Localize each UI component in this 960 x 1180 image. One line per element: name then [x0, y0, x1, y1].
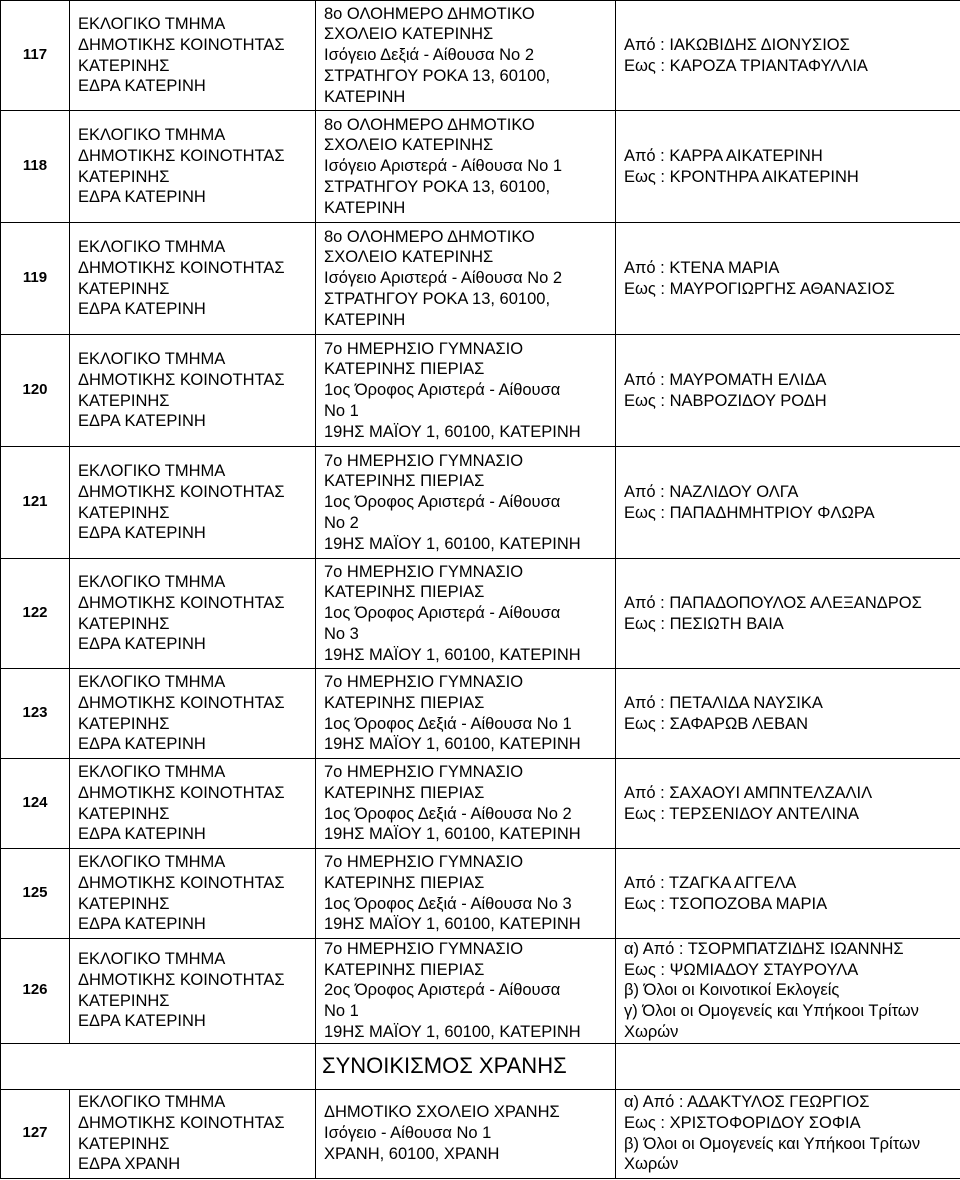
location-cell: [316, 759, 616, 849]
division-cell-line: ΚΑΤΕΡΙΝΗΣ: [78, 391, 170, 410]
division-cell-line: ΔΗΜΟΤΙΚΗΣ ΚΟΙΝΟΤΗΤΑΣ: [78, 783, 285, 802]
location-cell-line: ΚΑΤΕΡΙΝΗΣ ΠΙΕΡΙΑΣ: [324, 693, 485, 712]
division-cell: [70, 939, 316, 1044]
division-cell-line: ΔΗΜΟΤΙΚΗΣ ΚΟΙΝΟΤΗΤΑΣ: [78, 258, 285, 277]
division-cell: [70, 849, 316, 939]
location-cell-line: 8ο ΟΛΟΗΜΕΡΟ ΔΗΜΟΤΙΚΟ: [324, 115, 535, 134]
division-cell-line: ΚΑΤΕΡΙΝΗΣ: [78, 991, 170, 1010]
location-cell: [316, 447, 616, 559]
location-cell: [316, 1089, 616, 1178]
location-cell-line: ΚΑΤΕΡΙΝΗ: [324, 87, 406, 106]
division-cell: [70, 759, 316, 849]
voters-cell-line: Από : ΤΖΑΓΚΑ ΑΓΓΕΛΑ: [624, 873, 797, 892]
voters-cell-line: Εως : ΜΑΥΡΟΓΙΩΡΓΗΣ ΑΘΑΝΑΣΙΟΣ: [624, 279, 895, 298]
location-cell-line: ΚΑΤΕΡΙΝΗΣ ΠΙΕΡΙΑΣ: [324, 472, 485, 491]
location-cell: [316, 669, 616, 759]
division-cell-line: ΕΔΡΑ ΚΑΤΕΡΙΝΗ: [78, 188, 206, 207]
division-cell-line: ΚΑΤΕΡΙΝΗΣ: [78, 614, 170, 633]
voters-cell-line: Εως : ΨΩΜΙΑΔΟΥ ΣΤΑΥΡΟΥΛΑ: [624, 960, 859, 979]
location-cell-line: Νο 3: [324, 624, 359, 643]
location-cell-line: ΔΗΜΟΤΙΚΟ ΣΧΟΛΕΙΟ ΧΡΑΝΗΣ: [324, 1103, 560, 1122]
section-blank: [616, 1043, 960, 1089]
location-cell-line: 7ο ΗΜΕΡΗΣΙΟ ΓΥΜΝΑΣΙΟ: [324, 451, 524, 470]
location-cell-line: ΚΑΤΕΡΙΝΗ: [324, 310, 406, 329]
voters-cell: [616, 669, 960, 759]
station-number: 122: [1, 559, 70, 669]
location-cell-line: ΚΑΤΕΡΙΝΗ: [324, 198, 406, 217]
division-cell-line: ΕΚΛΟΓΙΚΟ ΤΜΗΜΑ: [78, 950, 226, 969]
station-number: 119: [1, 223, 70, 335]
table-row: [1, 759, 960, 849]
division-cell-line: ΕΚΛΟΓΙΚΟ ΤΜΗΜΑ: [78, 763, 226, 782]
division-cell-line: ΕΚΛΟΓΙΚΟ ΤΜΗΜΑ: [78, 853, 226, 872]
voters-cell: [616, 1089, 960, 1178]
division-cell-line: ΕΔΡΑ ΚΑΤΕΡΙΝΗ: [78, 300, 206, 319]
division-cell: [70, 559, 316, 669]
division-cell-line: ΕΔΡΑ ΚΑΤΕΡΙΝΗ: [78, 735, 206, 754]
voters-cell-line: α) Από : ΤΣΟΡΜΠΑΤΖΙΔΗΣ ΙΩΑΝΝΗΣ: [624, 940, 904, 958]
division-cell: [70, 447, 316, 559]
location-cell-line: 19ΗΣ ΜΑΪΟΥ 1, 60100, ΚΑΤΕΡΙΝΗ: [324, 1022, 581, 1041]
voters-cell: [616, 447, 960, 559]
voters-cell-line: Εως : ΚΡΟΝΤΗΡΑ ΑΙΚΑΤΕΡΙΝΗ: [624, 167, 859, 186]
location-cell-line: 19ΗΣ ΜΑΪΟΥ 1, 60100, ΚΑΤΕΡΙΝΗ: [324, 422, 581, 441]
division-cell-line: ΕΚΛΟΓΙΚΟ ΤΜΗΜΑ: [78, 238, 226, 257]
division-cell-line: ΚΑΤΕΡΙΝΗΣ: [78, 503, 170, 522]
voters-cell: [616, 335, 960, 447]
voters-cell-line: Από : ΠΕΤΑΛΙΔΑ ΝΑΥΣΙΚΑ: [624, 693, 823, 712]
location-cell-line: 19ΗΣ ΜΑΪΟΥ 1, 60100, ΚΑΤΕΡΙΝΗ: [324, 645, 581, 664]
voters-cell-line: Εως : ΚΑΡΟΖΑ ΤΡΙΑΝΤΑΦΥΛΛΙΑ: [624, 56, 868, 75]
station-number: 120: [1, 335, 70, 447]
location-cell: [316, 335, 616, 447]
location-cell-line: ΚΑΤΕΡΙΝΗΣ ΠΙΕΡΙΑΣ: [324, 783, 485, 802]
division-cell-line: ΕΚΛΟΓΙΚΟ ΤΜΗΜΑ: [78, 673, 226, 692]
division-cell-line: ΕΚΛΟΓΙΚΟ ΤΜΗΜΑ: [78, 462, 226, 481]
station-number: 117: [1, 1, 70, 111]
division-cell-line: ΚΑΤΕΡΙΝΗΣ: [78, 714, 170, 733]
location-cell-line: ΚΑΤΕΡΙΝΗΣ ΠΙΕΡΙΑΣ: [324, 583, 485, 602]
voters-cell-line: γ) Όλοι οι Ομογενείς και Υπήκοοι Τρίτων Χωρών: [624, 1002, 919, 1041]
voters-cell-line: Από : ΠΑΠΑΔΟΠΟΥΛΟΣ ΑΛΕΞΑΝΔΡΟΣ: [624, 593, 922, 612]
voters-cell-line: Από : ΝΑΖΛΙΔΟΥ ΟΛΓΑ: [624, 482, 799, 501]
location-cell-line: 8ο ΟΛΟΗΜΕΡΟ ΔΗΜΟΤΙΚΟ: [324, 4, 535, 23]
location-cell-line: 1ος Όροφος Δεξιά - Αίθουσα Νο 3: [324, 894, 572, 913]
location-cell-line: ΣΧΟΛΕΙΟ ΚΑΤΕΡΙΝΗΣ: [324, 25, 494, 44]
station-number: 123: [1, 669, 70, 759]
voters-cell-line: β) Όλοι οι Ομογενείς και Υπήκοοι Τρίτων Χωρών: [624, 1134, 921, 1174]
voters-cell: [616, 939, 960, 1044]
voters-cell-line: Από : ΙΑΚΩΒΙΔΗΣ ΔΙΟΝΥΣΙΟΣ: [624, 35, 850, 54]
location-cell-line: 7ο ΗΜΕΡΗΣΙΟ ΓΥΜΝΑΣΙΟ: [324, 562, 524, 581]
voters-cell-line: Εως : ΣΑΦΑΡΩΒ ΛΕΒΑΝ: [624, 714, 808, 733]
table-row: [1, 335, 960, 447]
division-cell-line: ΚΑΤΕΡΙΝΗΣ: [78, 279, 170, 298]
division-cell-line: ΔΗΜΟΤΙΚΗΣ ΚΟΙΝΟΤΗΤΑΣ: [78, 971, 285, 990]
location-cell-line: ΣΧΟΛΕΙΟ ΚΑΤΕΡΙΝΗΣ: [324, 248, 494, 267]
location-cell-line: ΣΤΡΑΤΗΓΟΥ ΡΟΚΑ 13, 60100,: [324, 177, 551, 196]
voters-cell: [616, 223, 960, 335]
station-number: 127: [1, 1089, 70, 1178]
location-cell-line: 7ο ΗΜΕΡΗΣΙΟ ΓΥΜΝΑΣΙΟ: [324, 673, 524, 692]
division-cell-line: ΕΔΡΑ ΚΑΤΕΡΙΝΗ: [78, 635, 206, 654]
location-cell: [316, 223, 616, 335]
location-cell: [316, 1, 616, 111]
division-cell-line: ΕΔΡΑ ΧΡΑΝΗ: [78, 1155, 181, 1174]
location-cell-line: 1ος Όροφος Αριστερά - Αίθουσα: [324, 604, 561, 623]
division-cell: [70, 1, 316, 111]
voters-cell-line: Εως : ΝΑΒΡΟΖΙΔΟΥ ΡΟΔΗ: [624, 391, 827, 410]
table-row: [1, 1089, 960, 1178]
division-cell-line: ΕΔΡΑ ΚΑΤΕΡΙΝΗ: [78, 915, 206, 934]
section-blank: [1, 1043, 316, 1089]
location-cell-line: 19ΗΣ ΜΑΪΟΥ 1, 60100, ΚΑΤΕΡΙΝΗ: [324, 735, 581, 754]
division-cell: [70, 111, 316, 223]
location-cell: [316, 559, 616, 669]
location-cell-line: ΧΡΑΝΗ, 60100, ΧΡΑΝΗ: [324, 1144, 500, 1163]
voters-cell: [616, 759, 960, 849]
location-cell-line: 7ο ΗΜΕΡΗΣΙΟ ΓΥΜΝΑΣΙΟ: [324, 763, 524, 782]
location-cell-line: Ισόγειο Δεξιά - Αίθουσα Νο 2: [324, 46, 534, 65]
division-cell-line: ΔΗΜΟΤΙΚΗΣ ΚΟΙΝΟΤΗΤΑΣ: [78, 1113, 285, 1132]
division-cell-line: ΚΑΤΕΡΙΝΗΣ: [78, 1134, 170, 1153]
station-number: 121: [1, 447, 70, 559]
voters-cell-line: β) Όλοι οι Κοινοτικοί Εκλογείς: [624, 981, 840, 1000]
voters-cell-line: Από : ΚΤΕΝΑ ΜΑΡΙΑ: [624, 258, 780, 277]
voters-cell-line: Από : ΚΑΡΡΑ ΑΙΚΑΤΕΡΙΝΗ: [624, 146, 823, 165]
voters-cell-line: Εως : ΤΣΟΠΟΖΟΒΑ ΜΑΡΙΑ: [624, 894, 828, 913]
voters-cell-line: α) Από : ΑΔΑΚΤΥΛΟΣ ΓΕΩΡΓΙΟΣ: [624, 1093, 870, 1112]
division-cell-line: ΔΗΜΟΤΙΚΗΣ ΚΟΙΝΟΤΗΤΑΣ: [78, 146, 285, 165]
division-cell-line: ΔΗΜΟΤΙΚΗΣ ΚΟΙΝΟΤΗΤΑΣ: [78, 482, 285, 501]
location-cell: [316, 111, 616, 223]
location-cell-line: Ισόγειο - Αίθουσα Νο 1: [324, 1124, 492, 1143]
location-cell-line: Ισόγειο Αριστερά - Αίθουσα Νο 2: [324, 269, 563, 288]
table-row: [1, 111, 960, 223]
division-cell-line: ΕΔΡΑ ΚΑΤΕΡΙΝΗ: [78, 524, 206, 543]
division-cell-line: ΕΔΡΑ ΚΑΤΕΡΙΝΗ: [78, 77, 206, 96]
location-cell-line: 7ο ΗΜΕΡΗΣΙΟ ΓΥΜΝΑΣΙΟ: [324, 940, 524, 958]
location-cell-line: 7ο ΗΜΕΡΗΣΙΟ ΓΥΜΝΑΣΙΟ: [324, 339, 524, 358]
voters-cell-line: Από : ΜΑΥΡΟΜΑΤΗ ΕΛΙΔΑ: [624, 370, 827, 389]
location-cell-line: 1ος Όροφος Δεξιά - Αίθουσα Νο 2: [324, 804, 572, 823]
section-title: ΣΥΝΟΙΚΙΣΜΟΣ ΧΡΑΝΗΣ: [316, 1043, 616, 1089]
voters-cell: [616, 849, 960, 939]
location-cell-line: 19ΗΣ ΜΑΪΟΥ 1, 60100, ΚΑΤΕΡΙΝΗ: [324, 825, 581, 844]
division-cell-line: ΕΚΛΟΓΙΚΟ ΤΜΗΜΑ: [78, 15, 226, 34]
location-cell-line: 1ος Όροφος Δεξιά - Αίθουσα Νο 1: [324, 714, 572, 733]
location-cell-line: Νο 1: [324, 1002, 359, 1021]
location-cell-line: Νο 1: [324, 401, 359, 420]
division-cell-line: ΔΗΜΟΤΙΚΗΣ ΚΟΙΝΟΤΗΤΑΣ: [78, 593, 285, 612]
station-number: 124: [1, 759, 70, 849]
table-row: [1, 447, 960, 559]
location-cell-line: 7ο ΗΜΕΡΗΣΙΟ ΓΥΜΝΑΣΙΟ: [324, 853, 524, 872]
division-cell-line: ΔΗΜΟΤΙΚΗΣ ΚΟΙΝΟΤΗΤΑΣ: [78, 873, 285, 892]
division-cell-line: ΕΔΡΑ ΚΑΤΕΡΙΝΗ: [78, 412, 206, 431]
voters-cell: [616, 1, 960, 111]
division-cell-line: ΔΗΜΟΤΙΚΗΣ ΚΟΙΝΟΤΗΤΑΣ: [78, 370, 285, 389]
division-cell: [70, 223, 316, 335]
station-number: 125: [1, 849, 70, 939]
division-cell-line: ΚΑΤΕΡΙΝΗΣ: [78, 167, 170, 186]
voters-cell-line: Εως : ΠΕΣΙΩΤΗ ΒΑΙΑ: [624, 614, 784, 633]
division-cell-line: ΚΑΤΕΡΙΝΗΣ: [78, 56, 170, 75]
division-cell-line: ΕΔΡΑ ΚΑΤΕΡΙΝΗ: [78, 825, 206, 844]
division-cell-line: ΕΚΛΟΓΙΚΟ ΤΜΗΜΑ: [78, 573, 226, 592]
location-cell-line: ΣΤΡΑΤΗΓΟΥ ΡΟΚΑ 13, 60100,: [324, 289, 551, 308]
division-cell-line: ΔΗΜΟΤΙΚΗΣ ΚΟΙΝΟΤΗΤΑΣ: [78, 35, 285, 54]
location-cell-line: 19ΗΣ ΜΑΪΟΥ 1, 60100, ΚΑΤΕΡΙΝΗ: [324, 534, 581, 553]
location-cell-line: 19ΗΣ ΜΑΪΟΥ 1, 60100, ΚΑΤΕΡΙΝΗ: [324, 915, 581, 934]
location-cell-line: 1ος Όροφος Αριστερά - Αίθουσα: [324, 493, 561, 512]
location-cell-line: 2ος Όροφος Αριστερά - Αίθουσα: [324, 981, 561, 1000]
table-row: [1, 223, 960, 335]
location-cell-line: Ισόγειο Αριστερά - Αίθουσα Νο 1: [324, 157, 563, 176]
table-row: [1, 1, 960, 111]
location-cell: [316, 939, 616, 1044]
table-row: [1, 559, 960, 669]
location-cell-line: 1ος Όροφος Αριστερά - Αίθουσα: [324, 381, 561, 400]
voters-cell-line: Εως : ΧΡΙΣΤΟΦΟΡΙΔΟΥ ΣΟΦΙΑ: [624, 1113, 861, 1132]
location-cell-line: Νο 2: [324, 513, 359, 532]
division-cell: [70, 335, 316, 447]
division-cell: [70, 669, 316, 759]
division-cell-line: ΕΚΛΟΓΙΚΟ ΤΜΗΜΑ: [78, 126, 226, 145]
location-cell-line: 8ο ΟΛΟΗΜΕΡΟ ΔΗΜΟΤΙΚΟ: [324, 227, 535, 246]
division-cell-line: ΚΑΤΕΡΙΝΗΣ: [78, 804, 170, 823]
station-number: 126: [1, 939, 70, 1044]
location-cell-line: ΣΧΟΛΕΙΟ ΚΑΤΕΡΙΝΗΣ: [324, 136, 494, 155]
division-cell-line: ΔΗΜΟΤΙΚΗΣ ΚΟΙΝΟΤΗΤΑΣ: [78, 693, 285, 712]
division-cell-line: ΕΚΛΟΓΙΚΟ ΤΜΗΜΑ: [78, 1093, 226, 1112]
division-cell: [70, 1089, 316, 1178]
table-row: [1, 849, 960, 939]
table-row: [1, 939, 960, 1044]
voters-cell-line: Εως : ΠΑΠΑΔΗΜΗΤΡΙΟΥ ΦΛΩΡΑ: [624, 503, 875, 522]
division-cell-line: ΚΑΤΕΡΙΝΗΣ: [78, 894, 170, 913]
location-cell: [316, 849, 616, 939]
division-cell-line: ΕΔΡΑ ΚΑΤΕΡΙΝΗ: [78, 1012, 206, 1031]
voters-cell-line: Από : ΣΑΧΑΟΥΙ ΑΜΠΝΤΕΛΖΑΛΙΛ: [624, 783, 873, 802]
station-number: 118: [1, 111, 70, 223]
section-row: [1, 1043, 960, 1089]
location-cell-line: ΣΤΡΑΤΗΓΟΥ ΡΟΚΑ 13, 60100,: [324, 66, 551, 85]
voters-cell: [616, 111, 960, 223]
voters-cell: [616, 559, 960, 669]
location-cell-line: ΚΑΤΕΡΙΝΗΣ ΠΙΕΡΙΑΣ: [324, 360, 485, 379]
division-cell-line: ΕΚΛΟΓΙΚΟ ΤΜΗΜΑ: [78, 350, 226, 369]
voters-cell-line: Εως : ΤΕΡΣΕΝΙΔΟΥ ΑΝΤΕΛΙΝΑ: [624, 804, 859, 823]
table-row: [1, 669, 960, 759]
location-cell-line: ΚΑΤΕΡΙΝΗΣ ΠΙΕΡΙΑΣ: [324, 873, 485, 892]
location-cell-line: ΚΑΤΕΡΙΝΗΣ ΠΙΕΡΙΑΣ: [324, 960, 485, 979]
